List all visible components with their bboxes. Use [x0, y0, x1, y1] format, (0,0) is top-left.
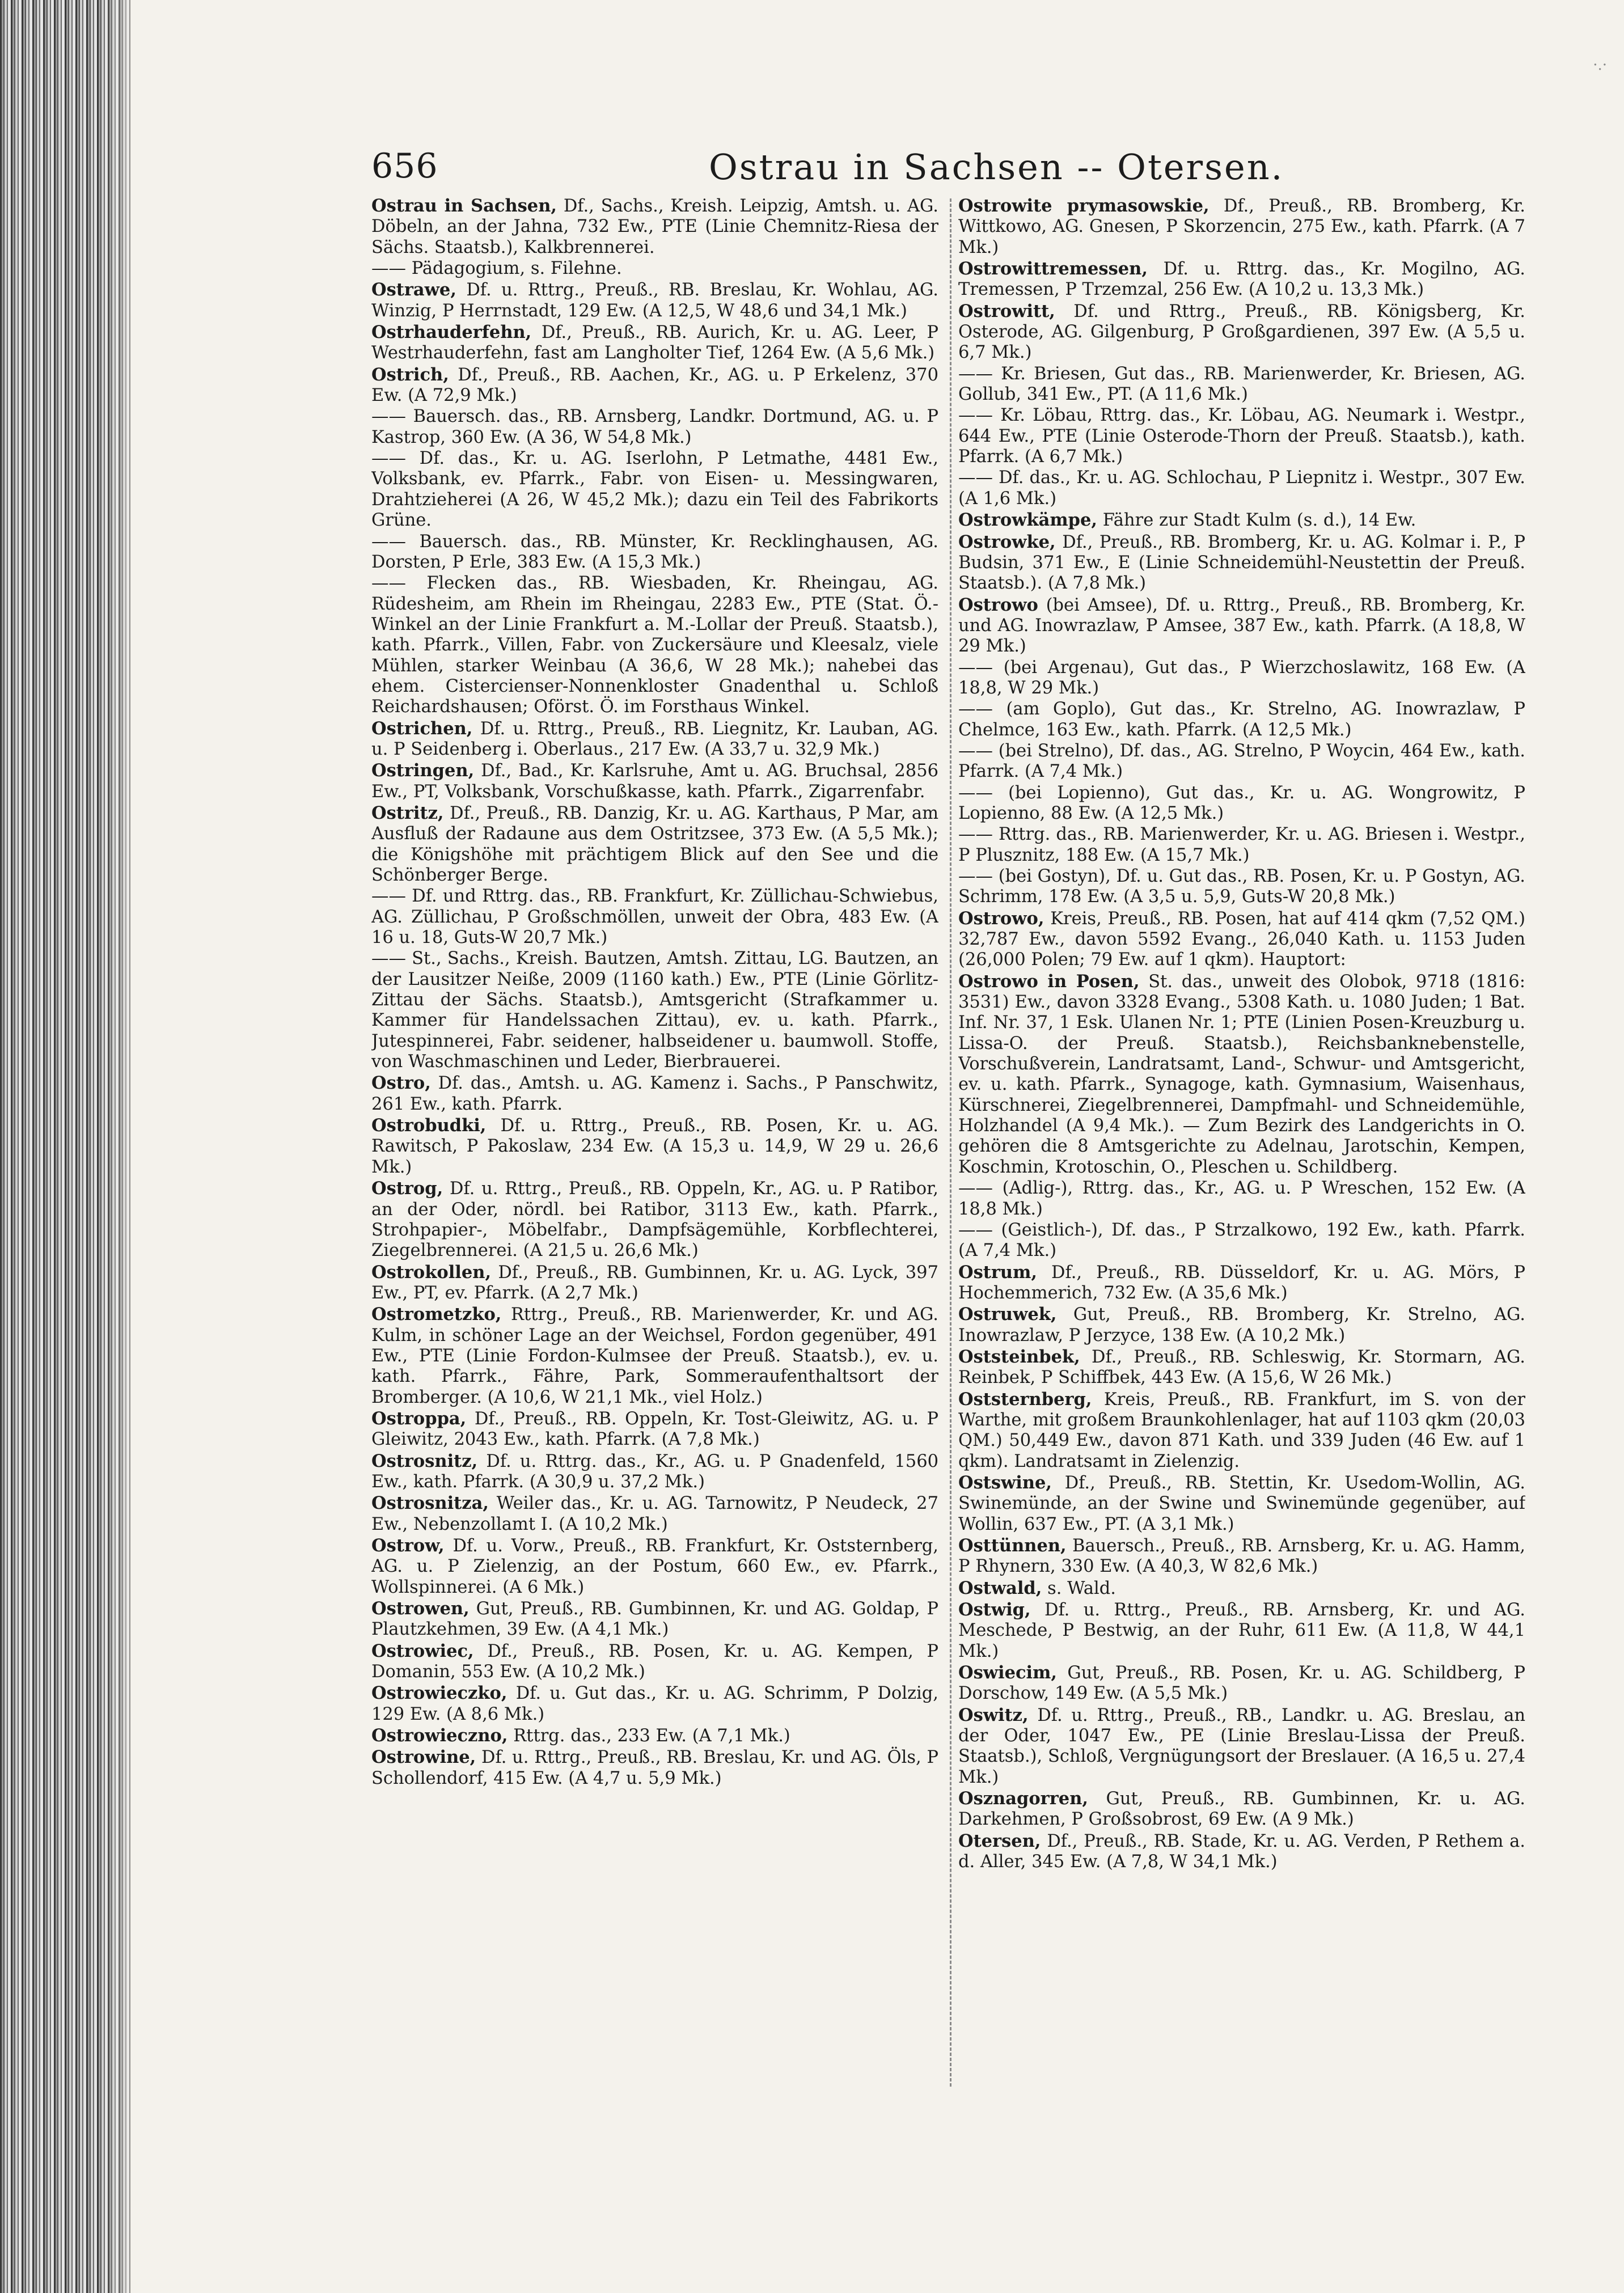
entry-text: (bei Amsee), Df. u. Rttrg., Preuß., RB. Bromberg, Kr. und AG. Inowrazlaw, P Amsee, 387 Ew., kath. Pfarrk. (A 18,8, W 29 Mk.) — [958, 595, 1525, 657]
entry-headword: Ostrowieczko, — [371, 1683, 508, 1704]
gazetteer-entry — [371, 949, 938, 1072]
entry-headword: Ostrum, — [958, 1262, 1037, 1283]
entry-headword: Ostrowite prymasowskie, — [958, 196, 1209, 216]
gazetteer-entry — [958, 658, 1525, 699]
entry-text: Df. u. Rttrg., Preuß., RB. Breslau, Kr. und AG. Öls, P Schollendorf, 415 Ew. (A 4,7 u. 5,9 Mk.) — [371, 1748, 938, 1788]
entry-text: Df. u. Rttrg., Preuß., RB. Posen, Kr. u. AG. Rawitsch, P Pakoslaw, 234 Ew. (A 15,3 u. 14,9, W 29 u. 26,6 Mk.) — [371, 1116, 938, 1177]
entry-text: Df. das., Amtsh. u. AG. Kamenz i. Sachs., P Panschwitz, 261 Ew., kath. Pfarrk. — [371, 1073, 938, 1114]
entry-text: Gut, Preuß., RB. Gumbinnen, Kr. u. AG. Darkehmen, P Großsobrost, 69 Ew. (A 9 Mk.) — [958, 1789, 1525, 1830]
gazetteer-entry — [958, 699, 1525, 741]
entry-text: —— Kr. Löbau, Rttrg. das., Kr. Löbau, AG. Neumark i. Westpr., 644 Ew., PTE (Linie Osterode-Thorn der Preuß. Staatsb.), kath. Pfarrk. (A 6,7 Mk.) — [958, 405, 1525, 467]
gazetteer-entry — [371, 407, 938, 448]
entry-text: —— (Adlig-), Rttrg. das., Kr., AG. u. P Wreschen, 152 Ew. (A 18,8 Mk.) — [958, 1178, 1525, 1219]
gazetteer-entry — [371, 1598, 938, 1640]
entry-text: —— Kr. Briesen, Gut das., RB. Marienwerder, Kr. Briesen, AG. Gollub, 341 Ew., PT. (A 11,6 Mk.) — [958, 363, 1525, 405]
gazetteer-entry — [958, 259, 1525, 301]
entry-headword: Otersen, — [958, 1830, 1041, 1851]
gazetteer-entry — [958, 1220, 1525, 1262]
entry-text: Kreis, Preuß., RB. Frankfurt, im S. von der Warthe, mit großem Braunkohlenlager, hat auf 1103 qkm (20,03 QM.) 50,449 Ew., davon 871 Kath. und 339 Juden (46 Ew. auf 1 qkm). Landratsamt in Zielenzig. — [958, 1389, 1525, 1471]
spine-fade — [102, 0, 164, 2293]
entry-text: —— Rttrg. das., RB. Marienwerder, Kr. u. AG. Briesen i. Westpr., P Plusznitz, 188 Ew. (A 15,7 Mk.) — [958, 824, 1525, 865]
entry-text: Df., Preuß., RB. Posen, Kr. u. AG. Kempen, P Domanin, 553 Ew. (A 10,2 Mk.) — [371, 1641, 938, 1682]
left-column — [371, 196, 938, 2112]
entry-headword: Ostwald, — [958, 1577, 1042, 1598]
entry-headword: Ostrhauderfehn, — [371, 322, 532, 343]
gazetteer-entry — [958, 532, 1525, 594]
entry-headword: Ostro, — [371, 1073, 431, 1094]
entry-text: Df., Preuß., RB. Düsseldorf, Kr. u. AG. Mörs, P Hochemmerich, 732 Ew. (A 35,6 Mk.) — [958, 1262, 1525, 1303]
gazetteer-entry — [958, 741, 1525, 782]
gazetteer-entry — [958, 1535, 1525, 1577]
entry-headword: Ostrokollen, — [371, 1262, 492, 1283]
entry-headword: Ostrowkämpe, — [958, 510, 1098, 531]
entry-headword: Ostrowen, — [371, 1598, 470, 1619]
entry-text: Df. u. Rttrg., Preuß., RB. Liegnitz, Kr. Lauban, AG. u. P Seidenberg i. Oberlaus., 217 Ew. (A 33,7 u. 32,9 Mk.) — [371, 718, 938, 759]
entry-headword: Ostrog, — [371, 1178, 443, 1199]
entry-text: Df., Preuß., RB. Aachen, Kr., AG. u. P Erkelenz, 370 Ew. (A 72,9 Mk.) — [371, 365, 938, 406]
gazetteer-entry — [371, 322, 938, 364]
entry-text: Rttrg. das., 233 Ew. (A 7,1 Mk.) — [513, 1726, 790, 1746]
entry-text: —— (bei Argenau), Gut das., P Wierzchoslawitz, 168 Ew. (A 18,8, W 29 Mk.) — [958, 657, 1525, 698]
entry-text: Df., Preuß., RB. Bromberg, Kr. Wittkowo, AG. Gnesen, P Skorzencin, 275 Ew., kath. Pfarrk. (A 7 Mk.) — [958, 196, 1525, 257]
gazetteer-entry — [371, 532, 938, 573]
entry-text: Kreis, Preuß., RB. Posen, hat auf 414 qkm (7,52 QM.) 32,787 Ew., davon 5592 Evang., 26,040 Kath. u. 1153 Juden (26,000 Polen; 79 Ew. auf 1 qkm). Hauptort: — [958, 908, 1525, 970]
entry-text: —— Df. das., Kr. u. AG. Iserlohn, P Letmathe, 4481 Ew., Volksbank, ev. Pfarrk., Fabr. von Eisen- u. Messingwaren, Drahtzieherei (A 26, W 45,2 Mk.); dazu ein Teil des Fabrikorts Grüne. — [371, 449, 938, 531]
gazetteer-entry — [371, 573, 938, 717]
gazetteer-entry — [371, 1683, 938, 1725]
entry-headword: Ostrobudki, — [371, 1115, 487, 1136]
entry-headword: Ostrowo in Posen, — [958, 971, 1140, 992]
entry-text: —— St., Sachs., Kreish. Bautzen, Amtsh. Zittau, LG. Bautzen, an der Lausitzer Neiße, 2009 (1160 kath.) Ew., PTE (Linie Görlitz-Zittau der Sächs. Staatsb.), Amtsgericht (Strafkammer u. Kammer für Handelssachen Zittau), ev. u. kath. Pfarrk., Jutespinnerei, Fabr. seidener, halbseidener u. baumwoll. Stoffe, von Waschmaschinen und Leder, Bierbrauerei. — [371, 949, 938, 1072]
entry-headword: Ostrau in Sachsen, — [371, 196, 557, 216]
gazetteer-entry — [958, 1578, 1525, 1599]
entry-text: Df., Preuß., RB. Schleswig, Kr. Stormarn, AG. Reinbek, P Schiffbek, 443 Ew. (A 15,6, W 26 Mk.) — [958, 1347, 1525, 1388]
entry-text: Df., Preuß., RB. Bromberg, Kr. u. AG. Kolmar i. P., P Budsin, 371 Ew., E (Linie Schneidemühl-Neustettin der Preuß. Staatsb.). (A 7,8 Mk.) — [958, 532, 1525, 594]
entry-text: —— (am Goplo), Gut das., Kr. Strelno, AG. Inowrazlaw, P Chelmce, 163 Ew., kath. Pfarrk. (A 12,5 Mk.) — [958, 699, 1525, 740]
entry-headword: Ostswine, — [958, 1472, 1052, 1493]
gazetteer-entry — [958, 1788, 1525, 1830]
entry-text: Df. u. Vorw., Preuß., RB. Frankfurt, Kr. Oststernberg, AG. u. P Zielenzig, an der Postum, 660 Ew., ev. Pfarrk., Wollspinnerei. (A 6 Mk.) — [371, 1536, 938, 1597]
entry-headword: Oststeinbek, — [958, 1346, 1080, 1367]
gazetteer-entry — [958, 824, 1525, 866]
entry-text: Df. u. Rttrg., Preuß., RB., Landkr. u. AG. Breslau, an der Oder, 1047 Ew., PE (Linie Breslau-Lissa der Preuß. Staatsb.), Schloß, Vergnügungsort der Breslauer. (A 16,5 u. 27,4 Mk.) — [958, 1705, 1525, 1787]
entry-text: Df., Sachs., Kreish. Leipzig, Amtsh. u. AG. Döbeln, an der Jahna, 732 Ew., PTE (Linie Chemnitz-Riesa der Sächs. Staatsb.), Kalkbrennerei. — [371, 196, 938, 257]
entry-headword: Ostrowitt, — [958, 301, 1055, 321]
gazetteer-entry — [958, 783, 1525, 824]
entry-text: —— Bauersch. das., RB. Münster, Kr. Recklinghausen, AG. Dorsten, P Erle, 383 Ew. (A 15,3 Mk.) — [371, 531, 938, 572]
gazetteer-entry — [958, 1662, 1525, 1704]
entry-headword: Ostrichen, — [371, 718, 473, 739]
gazetteer-entry — [958, 1473, 1525, 1535]
gazetteer-entry — [371, 1115, 938, 1178]
gazetteer-entry — [958, 196, 1525, 258]
entry-text: Df., Preuß., RB. Danzig, Kr. u. AG. Karthaus, P Mar, am Ausfluß der Radaune aus dem Ostritzsee, 373 Ew. (A 5,5 Mk.); die Königshöhe mit prächtigem Blick auf den See und die Schönberger Berge. — [371, 803, 938, 885]
entry-headword: Ostritz, — [371, 802, 444, 823]
gazetteer-entry — [371, 280, 938, 321]
entry-text: Df. u. Rttrg., Preuß., RB. Oppeln, Kr., AG. u. P Ratibor, an der Oder, nördl. bei Ratibor, 3113 Ew., kath. Pfarrk., Strohpapier-, Möbelfabr., Dampfsägemühle, Korbflechterei, Ziegelbrennerei. (A 21,5 u. 26,6 Mk.) — [371, 1179, 938, 1261]
entry-text: Df. u. Rttrg., Preuß., RB. Breslau, Kr. Wohlau, AG. Winzig, P Herrnstadt, 129 Ew. (A 12,5, W 48,6 und 34,1 Mk.) — [371, 280, 938, 321]
entry-text: Gut, Preuß., RB. Posen, Kr. u. AG. Schildberg, P Dorschow, 149 Ew. (A 5,5 Mk.) — [958, 1663, 1525, 1704]
gazetteer-entry — [958, 1304, 1525, 1346]
entry-headword: Ostrosnitza, — [371, 1493, 489, 1514]
entry-headword: Ostrawe, — [371, 280, 456, 301]
entry-headword: Ostrometzko, — [371, 1304, 502, 1325]
gazetteer-entry — [371, 1641, 938, 1683]
entry-text: Df. und Rttrg., Preuß., RB. Königsberg, Kr. Osterode, AG. Gilgenburg, P Großgardienen, 397 Ew. (A 5,5 u. 6,7 Mk.) — [958, 301, 1525, 363]
entry-text: —— Df. und Rttrg. das., RB. Frankfurt, Kr. Züllichau-Schwiebus, AG. Züllichau, P Großschmöllen, unweit der Obra, 483 Ew. (A 16 u. 18, Guts-W 20,7 Mk.) — [371, 886, 938, 948]
entry-text: Df., Preuß., RB. Gumbinnen, Kr. u. AG. Lyck, 397 Ew., PT, ev. Pfarrk. (A 2,7 Mk.) — [371, 1262, 938, 1303]
entry-text: —— Bauersch. das., RB. Arnsberg, Landkr. Dortmund, AG. u. P Kastrop, 360 Ew. (A 36, W 54,8 Mk.) — [371, 407, 938, 447]
gazetteer-entry — [371, 196, 938, 258]
entry-headword: Ostrich, — [371, 364, 449, 385]
gazetteer-entry — [958, 595, 1525, 657]
entry-headword: Ostrosnitz, — [371, 1450, 478, 1471]
entry-text: s. Wald. — [1047, 1578, 1116, 1598]
gazetteer-entry — [958, 510, 1525, 531]
page-running-title: Ostrau in Sachsen -- Otersen. — [709, 146, 1284, 188]
entry-text: Df., Preuß., RB. Aurich, Kr. u. AG. Leer, P Westrhauderfehn, fast am Langholter Tief, 1264 Ew. (A 5,6 Mk.) — [371, 323, 938, 363]
gazetteer-entry — [371, 803, 938, 886]
gazetteer-entry — [371, 259, 938, 279]
gazetteer-entry — [371, 1747, 938, 1789]
gazetteer-entry — [958, 1262, 1525, 1304]
entry-headword: Ostrow, — [371, 1535, 445, 1556]
entry-text: —— Df. das., Kr. u. AG. Schlochau, P Liepnitz i. Westpr., 307 Ew. (A 1,6 Mk.) — [958, 468, 1525, 509]
entry-headword: Ostruwek, — [958, 1304, 1057, 1325]
gazetteer-entry — [371, 718, 938, 760]
gazetteer-entry — [958, 1178, 1525, 1220]
entry-text: Gut, Preuß., RB. Gumbinnen, Kr. und AG. Goldap, P Plautzkehmen, 39 Ew. (A 4,1 Mk.) — [371, 1599, 938, 1640]
gazetteer-entry — [958, 1831, 1525, 1873]
gazetteer-entry — [958, 1347, 1525, 1389]
gazetteer-entry — [371, 1451, 938, 1493]
entry-text: —— (bei Strelno), Df. das., AG. Strelno, P Woycin, 464 Ew., kath. Pfarrk. (A 7,4 Mk.) — [958, 741, 1525, 782]
gazetteer-entry — [958, 1600, 1525, 1662]
entry-headword: Oswiecim, — [958, 1662, 1058, 1683]
entry-headword: Osttünnen, — [958, 1535, 1067, 1556]
entry-headword: Ostrowieczno, — [371, 1725, 508, 1746]
entry-headword: Ostrowittremessen, — [958, 259, 1148, 280]
entry-text: —— Flecken das., RB. Wiesbaden, Kr. Rheingau, AG. Rüdesheim, am Rhein im Rheingau, 2283 Ew., PTE (Stat. Ö.-Winkel an der Linie Frankfurt a. M.-Lollar der Preuß. Staatsb.), kath. Pfarrk., Villen, Fabr. von Zuckersäure und Kleesalz, viele Mühlen, starker Weinbau (A 36,6, W 28 Mk.); nahebei das ehem. Cistercienser-Nonnenkloster Gnadenthal u. Schloß Reichardshausen; Oförst. Ö. im Forsthaus Winkel. — [371, 573, 938, 717]
entry-text: Df., Preuß., RB. Stade, Kr. u. AG. Verden, P Rethem a. d. Aller, 345 Ew. (A 7,8, W 34,1 Mk.) — [958, 1831, 1525, 1872]
gazetteer-entry — [371, 1725, 938, 1746]
entry-text: —— Pädagogium, s. Filehne. — [371, 259, 622, 279]
entry-text: —— (Geistlich-), Df. das., P Strzalkowo, 192 Ew., kath. Pfarrk. (A 7,4 Mk.) — [958, 1220, 1525, 1261]
entry-headword: Ostroppa, — [371, 1408, 467, 1429]
entry-text: St. das., unweit des Olobok, 9718 (1816: 3531) Ew., davon 3328 Evang., 5308 Kath. u. 1080 Juden; 1 Bat. Inf. Nr. 37, 1 Esk. Ulanen Nr. 1; PTE (Linien Posen-Kreuzburg u. Lissa-O. der Preuß. Staatsb.), Reichsbanknebenstelle, Vorschußverein, Landratsamt, Land-, Schwur- und Amtsgericht, ev. u. kath. Pfarrk., Synagoge, kath. Gymnasium, Waisenhaus, Kürschnerei, Ziegelbrennerei, Dampfmahl- und Schneidemühle, Holzhandel (A 9,4 Mk.). — Zum Bezirk des Landgerichts in O. gehören die 8 Amtsgerichte zu Adelnau, Jarotschin, Kempen, Koschmin, Krotoschin, O., Pleschen u. Schildberg. — [958, 971, 1525, 1177]
entry-text: Rttrg., Preuß., RB. Marienwerder, Kr. und AG. Kulm, in schöner Lage an der Weichsel, Fordon gegenüber, 491 Ew., PTE (Linie Fordon-Kulmsee der Preuß. Staatsb.), ev. u. kath. Pfarrk., Fähre, Park, Sommeraufenthaltsort der Bromberger. (A 10,6, W 21,1 Mk., viel Holz.) — [371, 1305, 938, 1407]
entry-headword: Ostrowiec, — [371, 1640, 474, 1661]
right-column — [958, 196, 1525, 2112]
gazetteer-entry — [958, 364, 1525, 405]
entry-text: —— (bei Lopienno), Gut das., Kr. u. AG. Wongrowitz, P Lopienno, 88 Ew. (A 12,5 Mk.) — [958, 782, 1525, 823]
gazetteer-entry — [371, 760, 938, 802]
gazetteer-entry — [958, 468, 1525, 509]
entry-headword: Ostrowke, — [958, 531, 1056, 552]
gazetteer-entry — [371, 1262, 938, 1304]
gazetteer-entry — [958, 908, 1525, 971]
entry-headword: Ostrowo — [958, 594, 1038, 615]
gazetteer-entry — [958, 301, 1525, 363]
entry-text: Fähre zur Stadt Kulm (s. d.), 14 Ew. — [1102, 510, 1416, 531]
entry-text: Df., Preuß., RB. Oppeln, Kr. Tost-Gleiwitz, AG. u. P Gleiwitz, 2043 Ew., kath. Pfarrk. (A 7,8 Mk.) — [371, 1408, 938, 1450]
gazetteer-entry — [371, 886, 938, 948]
gazetteer-entry — [371, 1178, 938, 1261]
gazetteer-entry — [371, 1493, 938, 1535]
entry-headword: Oswitz, — [958, 1704, 1029, 1725]
entry-headword: Osznagorren, — [958, 1788, 1089, 1809]
entry-headword: Ostringen, — [371, 760, 475, 781]
gazetteer-entry — [371, 1304, 938, 1408]
entry-headword: Ostrowine, — [371, 1747, 476, 1768]
corner-smudge: ·.· — [1593, 57, 1607, 74]
entry-text: Df., Bad., Kr. Karlsruhe, Amt u. AG. Bruchsal, 2856 Ew., PT, Volksbank, Vorschußkasse, kath. Pfarrk., Zigarrenfabr. — [371, 761, 938, 802]
column-divider — [950, 198, 951, 2087]
entry-text: Weiler das., Kr. u. AG. Tarnowitz, P Neudeck, 27 Ew., Nebenzollamt I. (A 10,2 Mk.) — [371, 1494, 938, 1534]
entry-text: Gut, Preuß., RB. Bromberg, Kr. Strelno, AG. Inowrazlaw, P Jerzyce, 138 Ew. (A 10,2 Mk.) — [958, 1305, 1525, 1346]
entry-headword: Ostwig, — [958, 1600, 1031, 1621]
entry-text: Bauersch., Preuß., RB. Arnsberg, Kr. u. AG. Hamm, P Rhynern, 330 Ew. (A 40,3, W 82,6 Mk.) — [958, 1536, 1525, 1577]
gazetteer-entry — [958, 405, 1525, 467]
entry-text: Df. u. Rttrg. das., Kr. Mogilno, AG. Tremessen, P Trzemzal, 256 Ew. (A 10,2 u. 13,3 Mk.) — [958, 259, 1525, 300]
entry-text: —— (bei Gostyn), Df. u. Gut das., RB. Posen, Kr. u. P Gostyn, AG. Schrimm, 178 Ew. (A 3,5 u. 5,9, Guts-W 20,8 Mk.) — [958, 866, 1525, 907]
gazetteer-entry — [958, 971, 1525, 1178]
gazetteer-entry — [371, 449, 938, 531]
entry-text: Df. u. Gut das., Kr. u. AG. Schrimm, P Dolzig, 129 Ew. (A 8,6 Mk.) — [371, 1683, 938, 1724]
entry-text: Df. u. Rttrg., Preuß., RB. Arnsberg, Kr. und AG. Meschede, P Bestwig, an der Ruhr, 611 Ew. (A 11,8, W 44,1 Mk.) — [958, 1600, 1525, 1661]
gazetteer-entry — [371, 1535, 938, 1598]
page-number: 656 — [371, 146, 438, 186]
entry-headword: Ostrowo, — [958, 908, 1044, 929]
gazetteer-entry — [958, 866, 1525, 908]
entry-headword: Oststernberg, — [958, 1389, 1092, 1410]
gazetteer-entry — [958, 1705, 1525, 1788]
gazetteer-entry — [371, 365, 938, 407]
entry-text: Df., Preuß., RB. Stettin, Kr. Usedom-Wollin, AG. Swinemünde, an der Swine und Swinemünde gegenüber, auf Wollin, 637 Ew., PT. (A 3,1 Mk.) — [958, 1473, 1525, 1534]
gazetteer-entry — [371, 1073, 938, 1115]
entry-text: Df. u. Rttrg. das., Kr., AG. u. P Gnadenfeld, 1560 Ew., kath. Pfarrk. (A 30,9 u. 37,2 Mk.) — [371, 1451, 938, 1492]
gazetteer-entry — [371, 1408, 938, 1450]
gazetteer-entry — [958, 1389, 1525, 1472]
